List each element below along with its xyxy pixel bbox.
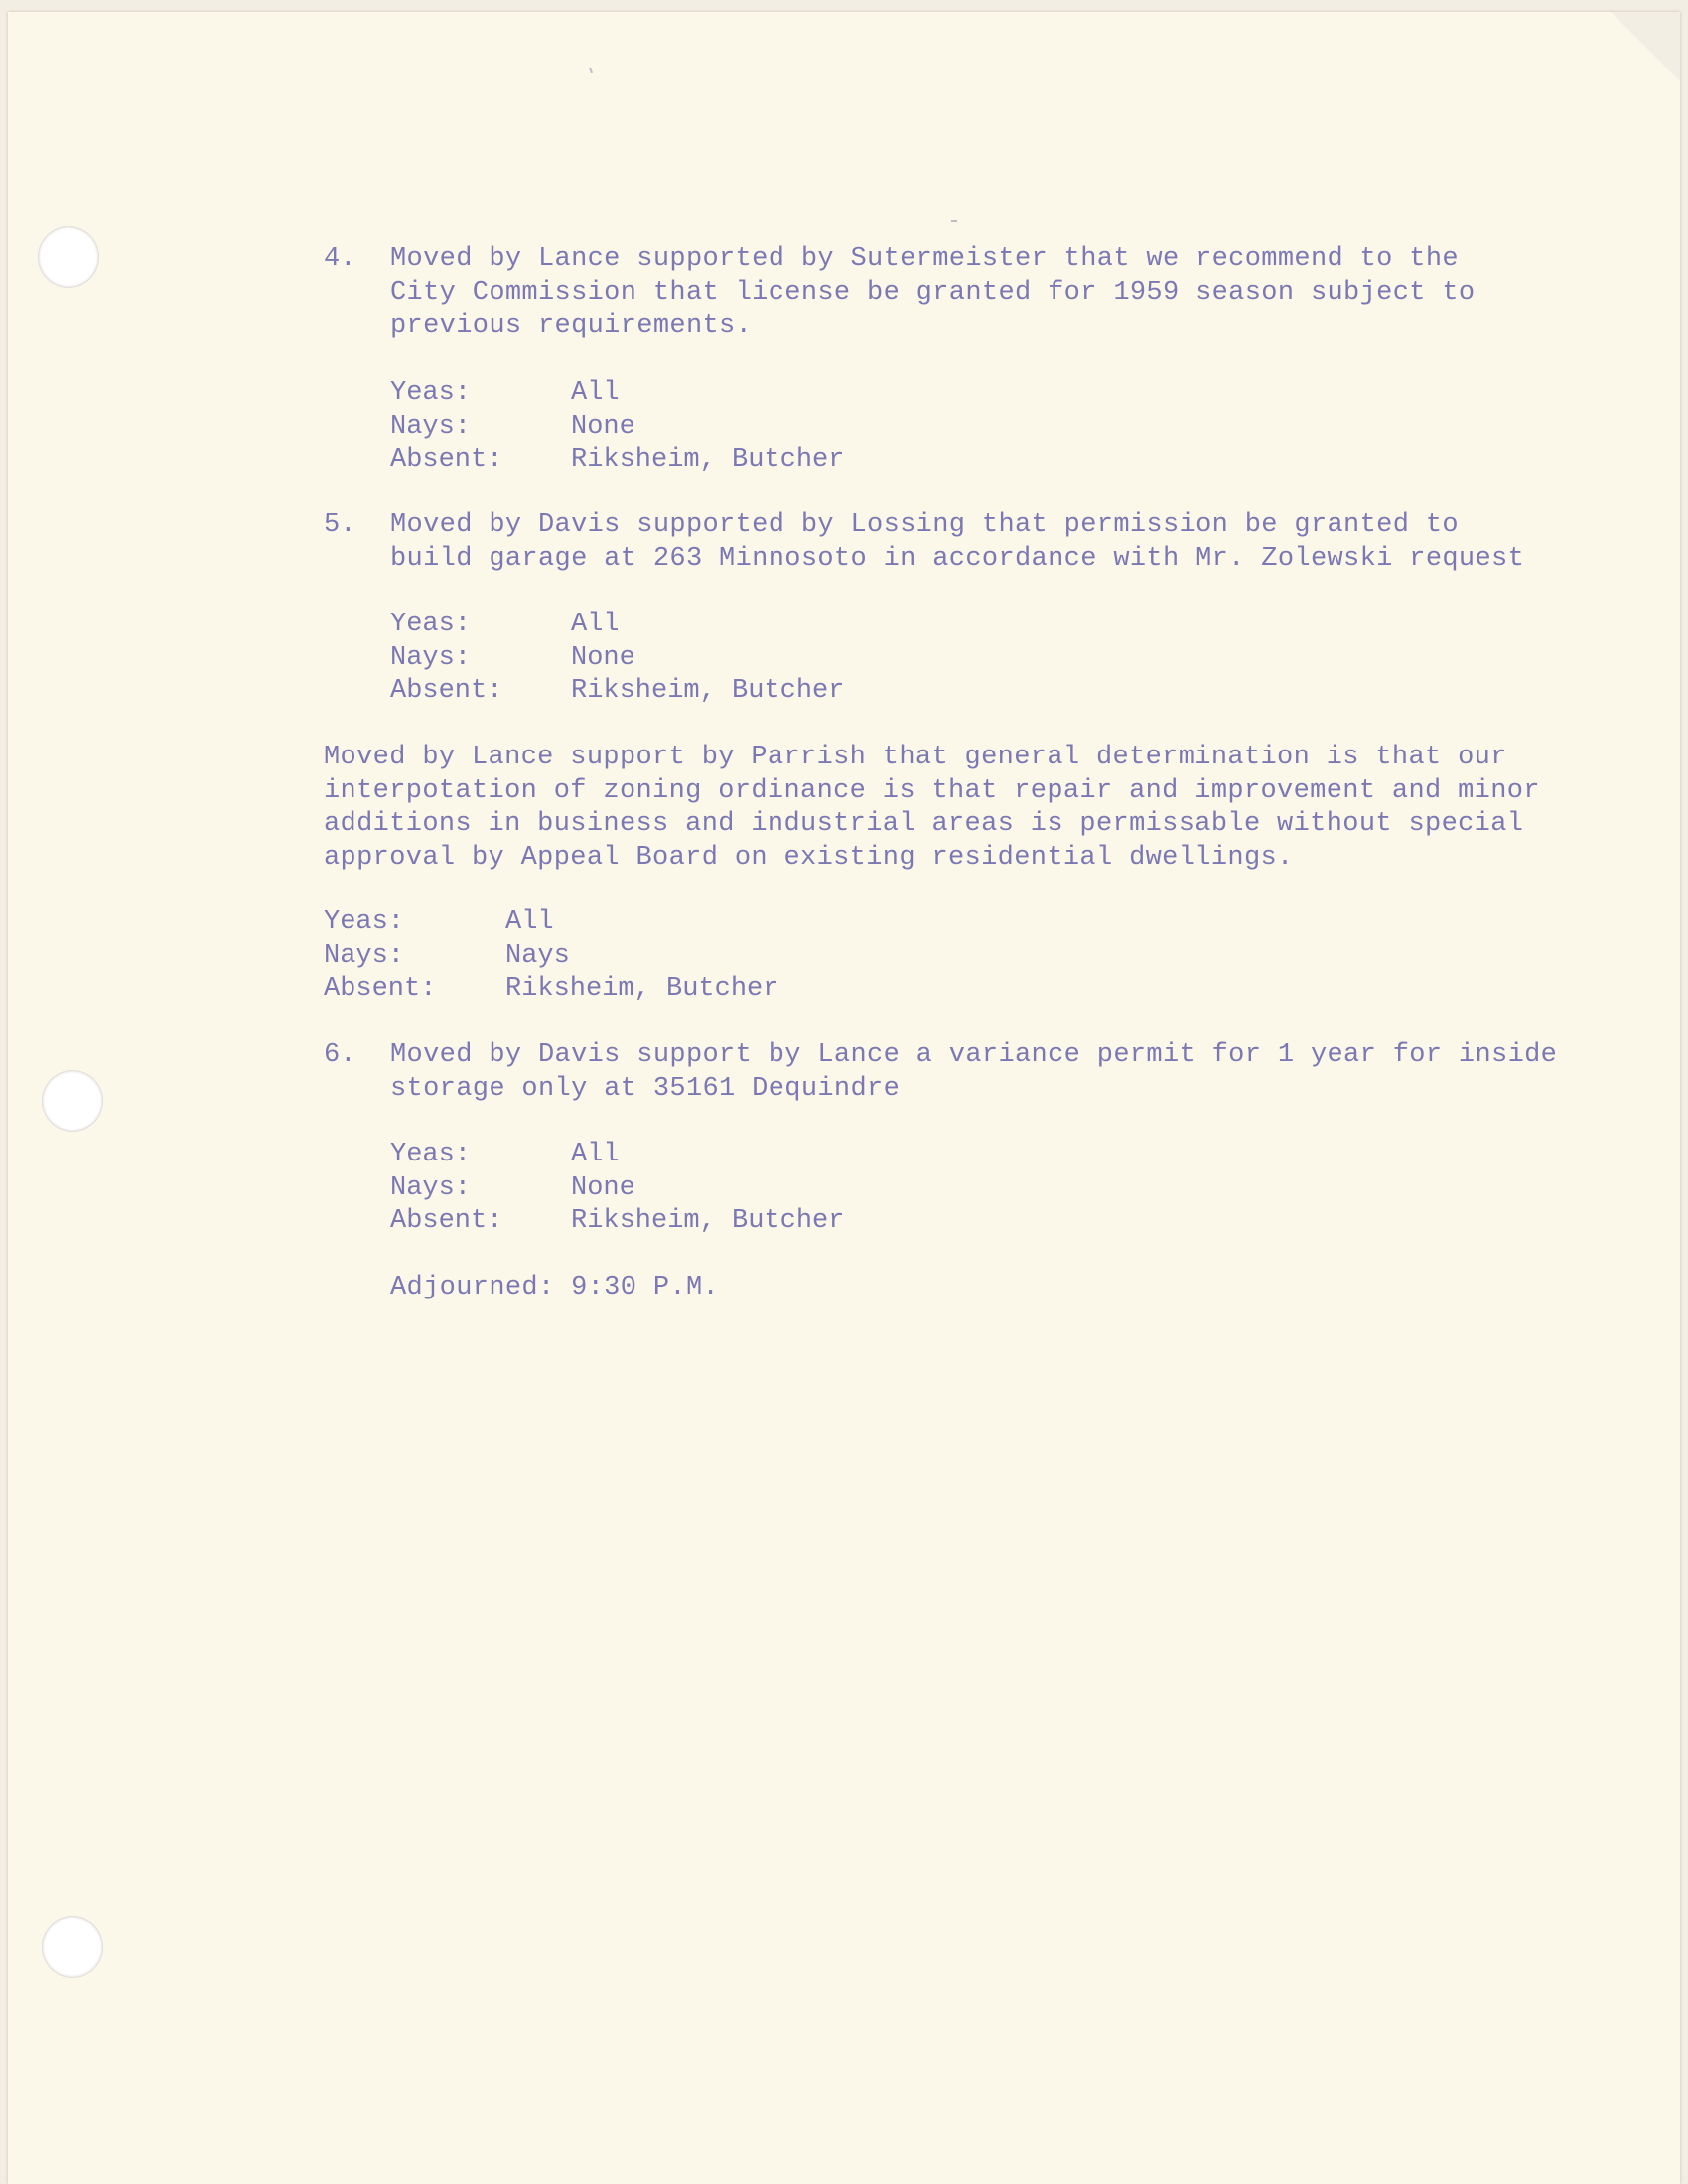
item-4-line-3: previous requirements. xyxy=(390,311,753,341)
item-6-absent-label: Absent: xyxy=(390,1206,503,1236)
general-absent-value: Riksheim, Butcher xyxy=(505,974,779,1004)
item-4-absent-value: Riksheim, Butcher xyxy=(571,445,845,475)
item-4-line-2: City Commission that license be granted for 1959 season subject to xyxy=(390,277,1476,308)
item-5-nays-label: Nays: xyxy=(390,642,472,673)
item-4-nays-label: Nays: xyxy=(390,411,472,442)
general-yeas-label: Yeas: xyxy=(324,907,405,937)
item-6-nays-label: Nays: xyxy=(390,1172,472,1203)
item-5-absent-label: Absent: xyxy=(390,676,503,706)
binder-hole-middle xyxy=(42,1070,103,1132)
item-5-yeas-label: Yeas: xyxy=(390,610,472,639)
item-4-absent-label: Absent: xyxy=(390,445,503,475)
item-6-yeas-label: Yeas: xyxy=(390,1140,472,1169)
item-6-line-1: Moved by Davis support by Lance a variance permit for 1 year for inside xyxy=(390,1040,1558,1070)
item-5-absent-value: Riksheim, Butcher xyxy=(571,676,845,706)
binder-hole-top xyxy=(38,226,99,288)
item-6-line-2: storage only at 35161 Dequindre xyxy=(390,1073,901,1104)
item-5-nays-value: None xyxy=(571,642,635,673)
general-nays-label: Nays: xyxy=(324,940,405,971)
binder-hole-bottom xyxy=(42,1916,103,1978)
item-4-nays-value: None xyxy=(571,411,635,442)
general-motion-line-1: Moved by Lance support by Parrish that general determination is that our xyxy=(324,743,1507,772)
item-6-nays-value: None xyxy=(571,1172,635,1203)
item-4-number: 4. xyxy=(324,244,356,274)
paper-mark xyxy=(951,220,957,222)
general-motion-line-3: additions in business and industrial areas is permissable without special xyxy=(324,809,1524,839)
item-4-yeas-value: All xyxy=(571,378,620,408)
item-4-line-1: Moved by Lance supported by Sutermeister that we recommend to the xyxy=(390,244,1459,274)
folded-corner xyxy=(1611,12,1680,81)
item-6-yeas-value: All xyxy=(571,1140,620,1169)
general-yeas-value: All xyxy=(505,907,554,937)
item-5-yeas-value: All xyxy=(571,610,620,639)
general-motion-line-2: interpotation of zoning ordinance is that repair and improvement and minor xyxy=(324,775,1540,806)
general-nays-value: Nays xyxy=(505,940,570,971)
adjourned-line: Adjourned: 9:30 P.M. xyxy=(390,1273,720,1302)
general-motion-line-4: approval by Appeal Board on existing residential dwellings. xyxy=(324,842,1294,873)
item-5-number: 5. xyxy=(324,510,356,540)
item-4-yeas-label: Yeas: xyxy=(390,378,472,408)
item-5-line-1: Moved by Davis supported by Lossing that permission be granted to xyxy=(390,510,1459,540)
item-6-absent-value: Riksheim, Butcher xyxy=(571,1206,845,1236)
item-5-line-2: build garage at 263 Minnosoto in accordance with Mr. Zolewski request xyxy=(390,543,1525,574)
general-absent-label: Absent: xyxy=(324,974,437,1004)
item-6-number: 6. xyxy=(324,1040,356,1070)
